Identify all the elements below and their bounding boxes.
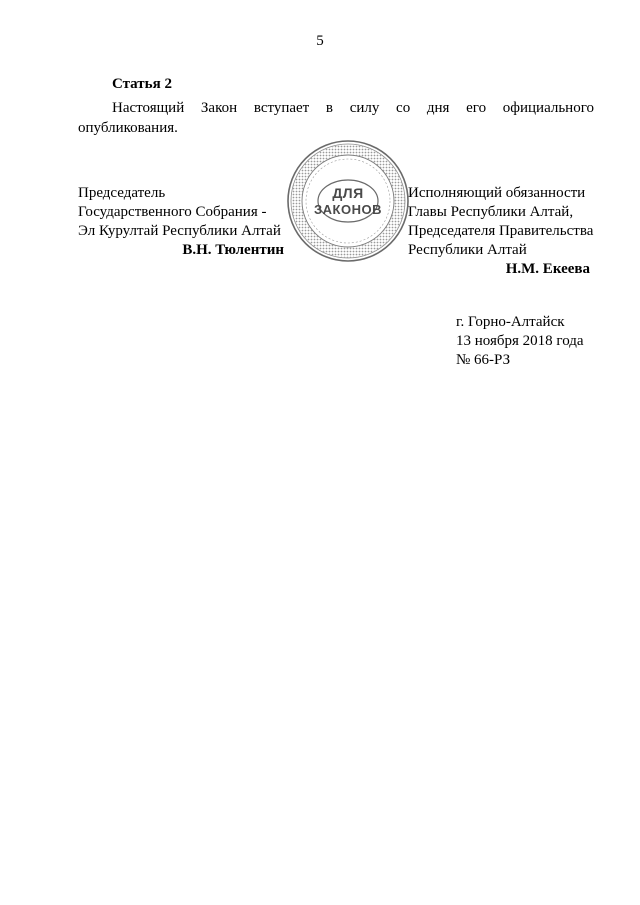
signatory-title-line: Эл Курултай Республики Алтай bbox=[78, 223, 281, 239]
signatory-title-line: Главы Республики Алтай, bbox=[408, 204, 574, 220]
signature-block-left bbox=[78, 184, 290, 260]
page-number: 5 bbox=[316, 33, 324, 49]
place-date-block bbox=[456, 313, 584, 370]
signature-block-right bbox=[408, 184, 596, 279]
signatory-title-line: Исполняющий обязанности bbox=[408, 185, 586, 201]
signing-date: 13 ноября 2018 года bbox=[456, 333, 584, 349]
seal-lettering bbox=[286, 139, 410, 263]
law-number: № 66-РЗ bbox=[456, 352, 511, 368]
official-seal-stamp bbox=[286, 139, 410, 263]
article-body-line-2: опубликования. bbox=[78, 120, 178, 136]
seal-text-line-1: ДЛЯ bbox=[332, 184, 364, 201]
signatory-title-line: Государственного Собрания - bbox=[78, 204, 267, 220]
article-body bbox=[78, 98, 594, 138]
signatory-title-line: Председатель bbox=[78, 185, 166, 201]
signatory-title-line: Республики Алтай bbox=[408, 242, 527, 258]
seal-text-line-2: ЗАКОНОВ bbox=[314, 201, 382, 217]
signatory-name-left: В.Н. Тюлентин bbox=[182, 242, 284, 258]
signatory-name-right: Н.М. Екеева bbox=[505, 261, 590, 277]
signatory-title-line: Председателя Правительства bbox=[408, 223, 594, 239]
place-of-signing: г. Горно-Алтайск bbox=[456, 314, 565, 330]
article-heading: Статья 2 bbox=[112, 76, 172, 92]
article-body-line-1: Настоящий Закон вступает в силу со дня его официального bbox=[112, 100, 594, 116]
